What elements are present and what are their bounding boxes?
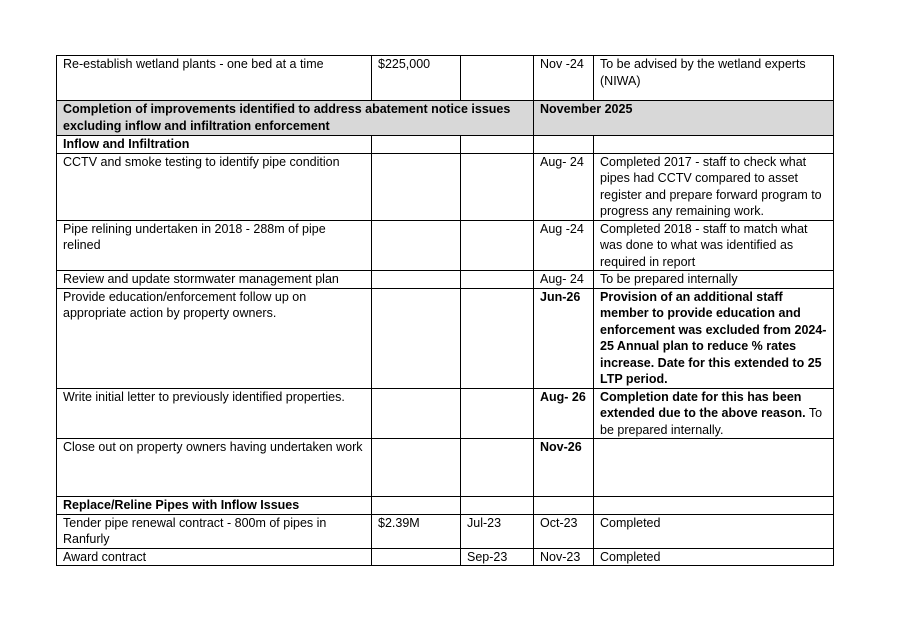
table-row xyxy=(57,388,834,439)
comment-bold-text: Completion date for this has been extended due to the above reason. xyxy=(600,389,806,420)
start-cell xyxy=(461,271,534,289)
comment-cell xyxy=(594,271,834,289)
section-title-cell xyxy=(57,101,534,136)
start-cell xyxy=(461,548,534,566)
task-cell xyxy=(57,548,372,566)
start-text: Sep-23 xyxy=(467,549,508,564)
programme-table xyxy=(56,55,834,566)
section-row xyxy=(57,101,834,136)
empty-cell xyxy=(461,497,534,515)
cost-cell xyxy=(372,514,461,548)
task-text: Write initial letter to previously identified properties. xyxy=(63,389,345,404)
due-text: Jun-26 xyxy=(540,289,581,304)
cost-cell xyxy=(372,439,461,497)
task-cell xyxy=(57,288,372,388)
due-cell xyxy=(534,439,594,497)
table-row xyxy=(57,288,834,388)
comment-text: To be prepared internally xyxy=(600,272,738,286)
table-row xyxy=(57,56,834,101)
task-text: Tender pipe renewal contract - 800m of pipes in Ranfurly xyxy=(63,515,327,546)
comment-cell xyxy=(594,514,834,548)
group-heading-row xyxy=(57,497,834,515)
section-title: Completion of improvements identified to address abatement notice issues excluding inflow and infiltration enforcement xyxy=(63,102,511,133)
comment-cell xyxy=(594,220,834,271)
due-text: Aug- 26 xyxy=(540,389,586,404)
due-text: Nov-26 xyxy=(540,440,582,454)
table-row xyxy=(57,271,834,289)
due-cell xyxy=(534,153,594,220)
table-row xyxy=(57,153,834,220)
due-cell xyxy=(534,288,594,388)
start-cell xyxy=(461,220,534,271)
comment-text: Completed xyxy=(600,549,661,564)
due-cell xyxy=(534,548,594,566)
due-cell xyxy=(534,514,594,548)
cost-cell xyxy=(372,56,461,101)
start-cell xyxy=(461,514,534,548)
comment-cell xyxy=(594,288,834,388)
group-heading-cell xyxy=(57,497,372,515)
due-text: Aug- 24 xyxy=(540,272,584,286)
task-cell xyxy=(57,439,372,497)
cost-cell xyxy=(372,271,461,289)
task-text: Award contract xyxy=(63,549,147,564)
due-cell xyxy=(534,220,594,271)
task-cell xyxy=(57,153,372,220)
task-text: Provide education/enforcement follow up on appropriate action by property owners. xyxy=(63,289,307,320)
start-text: Jul-23 xyxy=(467,515,502,530)
empty-cell xyxy=(372,136,461,154)
comment-cell xyxy=(594,548,834,566)
empty-cell xyxy=(461,136,534,154)
cost-cell xyxy=(372,288,461,388)
start-cell xyxy=(461,153,534,220)
task-text: Pipe relining undertaken in 2018 - 288m of pipe relined xyxy=(63,221,326,252)
cost-text: $225,000 xyxy=(378,57,431,71)
table-row xyxy=(57,439,834,497)
comment-text: Completed xyxy=(600,515,661,530)
start-cell xyxy=(461,388,534,439)
due-text: Nov -24 xyxy=(540,57,584,71)
due-cell xyxy=(534,271,594,289)
comment-text: Completed 2017 - staff to check what pipes had CCTV compared to asset register and prepare forward program to progress any remaining work. xyxy=(600,154,822,218)
start-cell xyxy=(461,56,534,101)
task-cell xyxy=(57,388,372,439)
due-text: Nov-23 xyxy=(540,549,581,564)
group-heading-row xyxy=(57,136,834,154)
task-text: Review and update stormwater management plan xyxy=(63,272,339,286)
cost-cell xyxy=(372,153,461,220)
comment-cell xyxy=(594,439,834,497)
start-cell xyxy=(461,439,534,497)
task-cell xyxy=(57,514,372,548)
group-heading: Inflow and Infiltration xyxy=(63,137,190,151)
task-text: Close out on property owners having undertaken work xyxy=(63,440,363,454)
empty-cell xyxy=(534,497,594,515)
empty-cell xyxy=(534,136,594,154)
empty-cell xyxy=(594,136,834,154)
comment-text: Completed 2018 - staff to match what was done to what was identified as required in report xyxy=(600,221,808,269)
comment-cell xyxy=(594,153,834,220)
task-text: Re-establish wetland plants - one bed at a time xyxy=(63,57,324,71)
due-cell xyxy=(534,388,594,439)
cost-cell xyxy=(372,548,461,566)
cost-cell xyxy=(372,388,461,439)
comment-text: To be advised by the wetland experts (NIWA) xyxy=(600,57,806,88)
task-cell xyxy=(57,271,372,289)
section-date-cell xyxy=(534,101,834,136)
comment-tail-text: To be prepared internally. xyxy=(600,406,823,437)
due-text: Aug -24 xyxy=(540,221,584,236)
start-cell xyxy=(461,288,534,388)
table-row xyxy=(57,514,834,548)
task-text: CCTV and smoke testing to identify pipe condition xyxy=(63,154,340,169)
table-row xyxy=(57,220,834,271)
task-cell xyxy=(57,56,372,101)
group-heading-cell xyxy=(57,136,372,154)
cost-cell xyxy=(372,220,461,271)
empty-cell xyxy=(372,497,461,515)
due-text: Oct-23 xyxy=(540,515,578,530)
comment-text xyxy=(600,389,827,439)
table-row xyxy=(57,548,834,566)
due-text: Aug- 24 xyxy=(540,154,584,169)
group-heading: Replace/Reline Pipes with Inflow Issues xyxy=(63,498,300,512)
due-cell xyxy=(534,56,594,101)
empty-cell xyxy=(594,497,834,515)
section-date: November 2025 xyxy=(540,102,633,116)
comment-text: Provision of an additional staff member to provide education and enforcement was excluded from 2024-25 Annual plan to reduce % rates increase. Date for this extended to 25 LTP period. xyxy=(600,289,827,386)
comment-cell xyxy=(594,56,834,101)
comment-cell xyxy=(594,388,834,439)
task-cell xyxy=(57,220,372,271)
cost-text: $2.39M xyxy=(378,515,420,530)
